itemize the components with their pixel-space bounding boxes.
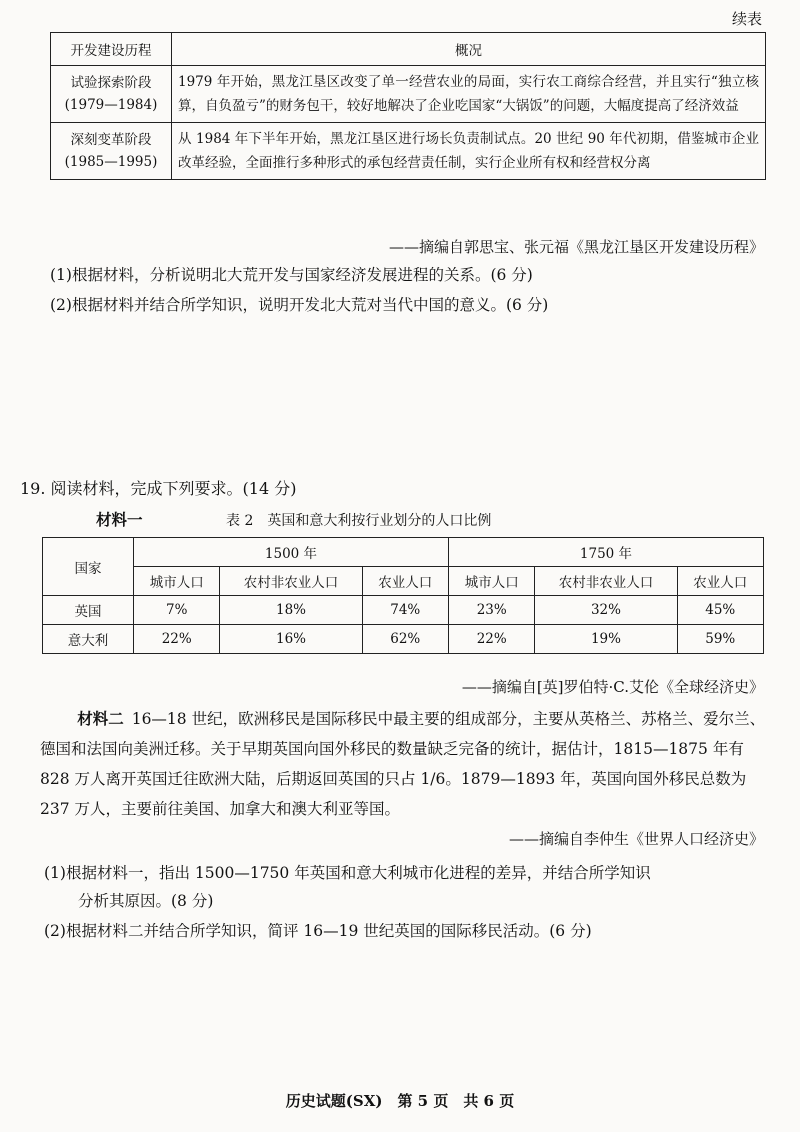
header-country: 国家 — [43, 538, 134, 596]
question-19-2: (2)根据材料二并结合所学知识，简评 16—19 世纪英国的国际移民活动。(6 分) — [44, 922, 592, 940]
material-1-label: 材料一 — [96, 510, 143, 529]
subheader-cell: 农村非农业人口 — [535, 567, 677, 596]
table-row — [43, 625, 764, 654]
source-citation-3: ——摘编自李仲生《世界人口经济史》 — [508, 830, 764, 848]
question-19-1: (1)根据材料一，指出 1500—1750 年英国和意大利城市化进程的差异，并结合所学知识 — [44, 864, 651, 882]
value-cell: 18% — [220, 596, 362, 625]
material-2-label: 材料二 — [77, 709, 124, 728]
population-table — [42, 537, 764, 654]
question-19-1-continued: 分析其原因。(8 分) — [78, 892, 214, 910]
page-footer: 历史试题(SX) 第 5 页 共 6 页 — [285, 1092, 515, 1110]
stage-description: 从 1984 年下半年开始，黑龙江垦区进行场长负责制试点。20 世纪 90 年代初期，借鉴城市企业改革经验，全面推行多种形式的承包经营责任制，实行企业所有权和经营权分离 — [172, 123, 766, 180]
source-citation-2: ——摘编自[英]罗伯特·C.艾伦《全球经济史》 — [461, 678, 764, 696]
header-stage: 开发建设历程 — [51, 33, 172, 66]
table-row — [51, 66, 766, 123]
value-cell: 45% — [677, 596, 764, 625]
value-cell: 16% — [220, 625, 362, 654]
stage-cell — [51, 123, 172, 180]
continued-label: 续表 — [731, 10, 762, 28]
development-history-table — [50, 32, 766, 180]
table-subheader-row — [43, 567, 764, 596]
table-header-row — [51, 33, 766, 66]
value-cell: 23% — [448, 596, 534, 625]
value-cell: 22% — [134, 625, 220, 654]
country-cell: 意大利 — [43, 625, 134, 654]
header-year-1750: 1750 年 — [448, 538, 763, 567]
table-row — [51, 123, 766, 180]
table-row — [43, 596, 764, 625]
stage-cell — [51, 66, 172, 123]
value-cell: 22% — [448, 625, 534, 654]
table-header-row — [43, 538, 764, 567]
value-cell: 19% — [535, 625, 677, 654]
header-overview: 概况 — [172, 33, 766, 66]
stage-years: (1985—1995) — [64, 154, 158, 170]
subheader-cell: 城市人口 — [134, 567, 220, 596]
country-cell: 英国 — [43, 596, 134, 625]
question-18-1: (1)根据材料，分析说明北大荒开发与国家经济发展进程的关系。(6 分) — [50, 266, 533, 284]
subheader-cell: 农业人口 — [362, 567, 448, 596]
header-year-1500: 1500 年 — [134, 538, 449, 567]
value-cell: 74% — [362, 596, 448, 625]
question-18-2: (2)根据材料并结合所学知识，说明开发北大荒对当代中国的意义。(6 分) — [50, 296, 549, 314]
value-cell: 62% — [362, 625, 448, 654]
value-cell: 7% — [134, 596, 220, 625]
subheader-cell: 城市人口 — [448, 567, 534, 596]
subheader-cell: 农村非农业人口 — [220, 567, 362, 596]
stage-description: 1979 年开始，黑龙江垦区改变了单一经营农业的局面，实行农工商综合经营，并且实行“独立核算，自负盈亏”的财务包干，较好地解决了企业吃国家“大锅饭”的问题，大幅度提高了经济效益 — [172, 66, 766, 123]
question-19-title: 19. 阅读材料，完成下列要求。(14 分) — [20, 479, 297, 498]
subheader-cell: 农业人口 — [677, 567, 764, 596]
stage-name: 深刻变革阶段 — [70, 132, 152, 148]
stage-name: 试验探索阶段 — [70, 75, 152, 91]
value-cell: 32% — [535, 596, 677, 625]
material-2-paragraph — [40, 704, 770, 824]
stage-years: (1979—1984) — [64, 97, 158, 113]
material-2-text: 16—18 世纪，欧洲移民是国际移民中最主要的组成部分，主要从英格兰、苏格兰、爱尔兰、德国和法国向美洲迁移。关于早期英国向国外移民的数量缺乏完备的统计，据估计，1815—1875 年有 828 万人离开英国迁往欧洲大陆，后期返回英国的只占 1/6。1879—1893 年，英国向国外移民总数为 237 万人，主要前往美国、加拿大和澳大利亚等国。 — [40, 710, 766, 818]
table-2-title: 表 2 英国和意大利按行业划分的人口比例 — [226, 513, 492, 529]
source-citation-1: ——摘编自郭思宝、张元福《黑龙江垦区开发建设历程》 — [388, 238, 764, 256]
value-cell: 59% — [677, 625, 764, 654]
